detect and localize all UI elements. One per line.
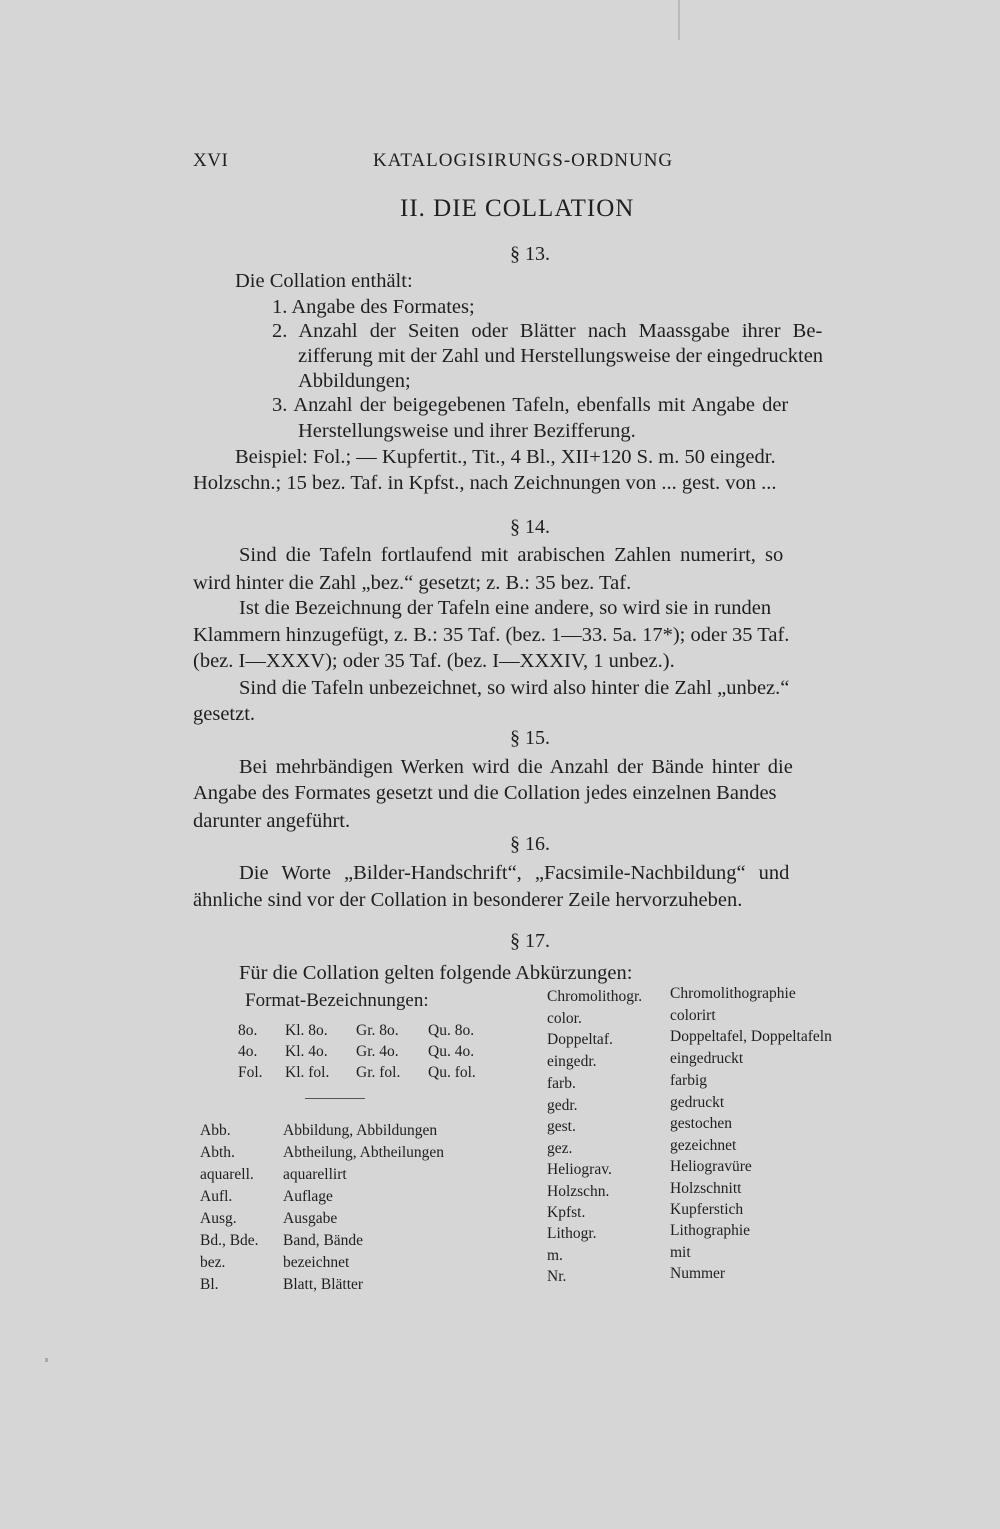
paper-speck — [45, 1358, 48, 1362]
paragraph-line: Sind die Tafeln fortlaufend mit arabischen Zahlen numerirt, so — [239, 544, 784, 566]
abbr-term: Bd., Bde. — [200, 1232, 259, 1249]
abbr-term: Lithogr. — [547, 1225, 597, 1242]
abbr-term: Abb. — [200, 1122, 231, 1139]
format-cell: Qu. fol. — [428, 1064, 476, 1081]
abbr-expansion: Heliogravüre — [670, 1158, 752, 1175]
section-17-heading: § 17. — [510, 930, 550, 952]
abbr-expansion: mit — [670, 1244, 691, 1261]
abbr-expansion: Auflage — [283, 1188, 333, 1205]
abbr-expansion: gezeichnet — [670, 1137, 737, 1154]
abbr-term: Heliograv. — [547, 1161, 612, 1178]
section-15-heading: § 15. — [510, 727, 550, 749]
paragraph-line: Die Worte „Bilder-Handschrift“, „Facsimile-Nachbildung“ und — [239, 862, 790, 884]
list-item: Herstellungsweise und ihrer Bezifferung. — [298, 420, 636, 442]
abbr-expansion: Doppeltafel, Doppeltafeln — [670, 1028, 832, 1045]
abbr-expansion: Band, Bände — [283, 1232, 364, 1249]
abbr-term: Holzschn. — [547, 1183, 610, 1200]
abbr-expansion: Ausgabe — [283, 1210, 338, 1227]
abbr-expansion: Chromolithographie — [670, 985, 796, 1002]
paragraph-line: ähnliche sind vor der Collation in besonderer Zeile hervorzuheben. — [193, 889, 743, 911]
abbr-term: m. — [547, 1247, 563, 1264]
abbr-term: Kpfst. — [547, 1204, 586, 1221]
abbr-term: Doppeltaf. — [547, 1031, 613, 1048]
abbr-term: bez. — [200, 1254, 226, 1271]
section-16-heading: § 16. — [510, 833, 550, 855]
abbr-expansion: Nummer — [670, 1265, 726, 1282]
abbr-term: farb. — [547, 1075, 576, 1092]
paragraph-line: Sind die Tafeln unbezeichnet, so wird also hinter die Zahl „unbez.“ — [239, 677, 790, 699]
list-item: 1. Angabe des Formates; — [272, 296, 475, 318]
abbr-expansion: colorirt — [670, 1007, 716, 1024]
format-cell: Gr. 4o. — [356, 1043, 399, 1060]
abbr-term: gez. — [547, 1140, 573, 1157]
abbr-expansion: Abtheilung, Abtheilungen — [283, 1144, 445, 1161]
abbr-expansion: gestochen — [670, 1115, 732, 1132]
paragraph-line: Angabe des Formates gesetzt und die Collation jedes einzelnen Bandes — [193, 782, 777, 804]
abbr-expansion: Abbildung, Abbildungen — [283, 1122, 438, 1139]
abbr-expansion: farbig — [670, 1072, 708, 1089]
paragraph-line: wird hinter die Zahl „bez.“ gesetzt; z. B.: 35 bez. Taf. — [193, 572, 632, 594]
paragraph-line: Klammern hinzugefügt, z. B.: 35 Taf. (bez. 1—33. 5a. 17*); oder 35 Taf. — [193, 624, 790, 646]
running-title: KATALOGISIRUNGS-ORDNUNG — [373, 150, 674, 171]
format-cell: Kl. fol. — [285, 1064, 330, 1081]
abbr-term: eingedr. — [547, 1053, 597, 1070]
section-17-intro: Für die Collation gelten folgende Abkürzungen: — [239, 962, 633, 984]
paper-mark — [678, 0, 680, 40]
abbr-expansion: aquarellirt — [283, 1166, 347, 1183]
format-cell: Gr. 8o. — [356, 1022, 399, 1039]
abbr-expansion: bezeichnet — [283, 1254, 350, 1271]
section-13-intro: Die Collation enthält: — [235, 270, 413, 292]
list-item: 3. Anzahl der beigegebenen Tafeln, ebenfalls mit Angabe der — [272, 394, 789, 416]
abbr-term: Chromolithogr. — [547, 988, 643, 1005]
abbr-term: aquarell. — [200, 1166, 254, 1183]
separator-rule — [305, 1098, 365, 1099]
abbr-term: Ausg. — [200, 1210, 237, 1227]
abbr-expansion: Lithographie — [670, 1222, 751, 1239]
abbr-expansion: eingedruckt — [670, 1050, 744, 1067]
abbr-expansion: Blatt, Blätter — [283, 1276, 364, 1293]
format-cell: Kl. 4o. — [285, 1043, 328, 1060]
abbr-term: Bl. — [200, 1276, 219, 1293]
abbr-expansion: Holzschnitt — [670, 1180, 742, 1197]
paragraph-line: Ist die Bezeichnung der Tafeln eine andere, so wird sie in runden — [239, 597, 772, 619]
format-cell: Fol. — [238, 1064, 263, 1081]
paragraph-line: (bez. I—XXXV); oder 35 Taf. (bez. I—XXXIV, 1 unbez.). — [193, 650, 675, 672]
format-cell: Kl. 8o. — [285, 1022, 328, 1039]
list-item: Abbildungen; — [298, 370, 411, 392]
format-heading: Format-Bezeichnungen: — [245, 990, 429, 1011]
abbr-term: Nr. — [547, 1268, 567, 1285]
section-13-heading: § 13. — [510, 243, 550, 265]
format-cell: Gr. fol. — [356, 1064, 401, 1081]
abbr-term: Aufl. — [200, 1188, 233, 1205]
abbr-term: Abth. — [200, 1144, 235, 1161]
list-item: 2. Anzahl der Seiten oder Blätter nach Maassgabe ihrer Be- — [272, 320, 823, 342]
format-cell: 4o. — [238, 1043, 258, 1060]
paragraph-line: Bei mehrbändigen Werken wird die Anzahl der Bände hinter die — [239, 756, 793, 778]
page-number: XVI — [193, 150, 229, 171]
example-line: Beispiel: Fol.; — Kupfertit., Tit., 4 Bl., XII+120 S. m. 50 eingedr. — [235, 446, 776, 468]
section-14-heading: § 14. — [510, 516, 550, 538]
chapter-title: II. DIE COLLATION — [400, 195, 635, 222]
abbr-term: gedr. — [547, 1097, 578, 1114]
format-cell: Qu. 4o. — [428, 1043, 475, 1060]
example-line: Holzschn.; 15 bez. Taf. in Kpfst., nach Zeichnungen von ... gest. von ... — [193, 472, 777, 494]
paragraph-line: gesetzt. — [193, 703, 256, 725]
format-cell: 8o. — [238, 1022, 258, 1039]
abbr-expansion: gedruckt — [670, 1094, 725, 1111]
abbr-term: gest. — [547, 1118, 576, 1135]
abbr-term: color. — [547, 1010, 582, 1027]
abbr-expansion: Kupferstich — [670, 1201, 744, 1218]
list-item: zifferung mit der Zahl und Herstellungsweise der eingedruckten — [298, 345, 824, 367]
format-cell: Qu. 8o. — [428, 1022, 475, 1039]
paragraph-line: darunter angeführt. — [193, 810, 351, 832]
